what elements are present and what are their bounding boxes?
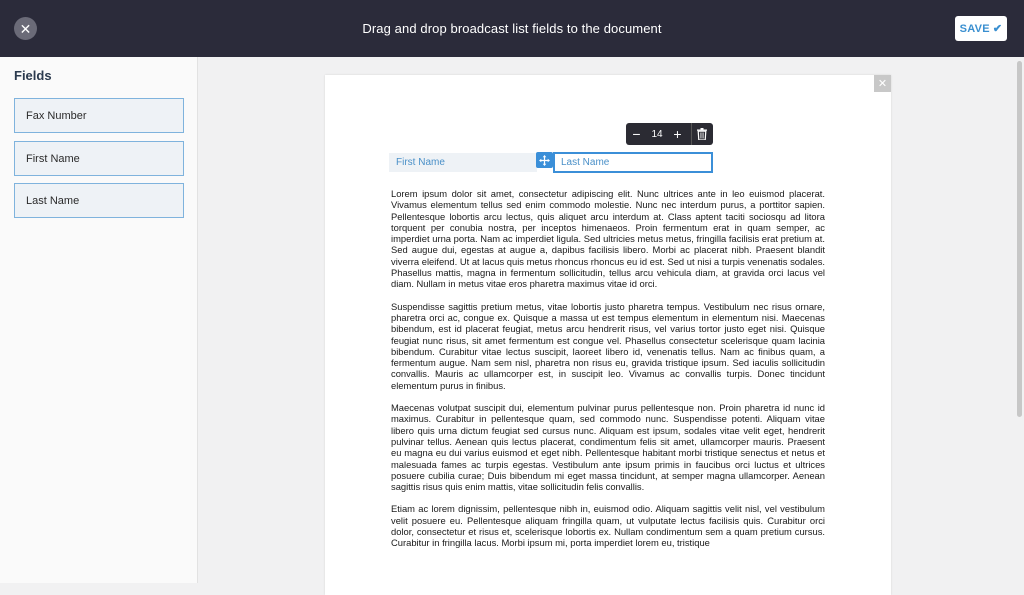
last-name-placeholder[interactable]: Last Name [553,152,713,173]
font-size-value: 14 [651,128,663,140]
checkmark-icon: ✔ [992,23,1003,35]
field-first-name[interactable]: First Name [14,141,184,176]
close-icon[interactable]: ✕ [14,17,37,40]
paragraph: Etiam ac lorem dignissim, pellentesque nibh in, euismod odio. Aliquam sagittis velit nisl, vel vestibulum velit posuere eu. Pellentesque aliquam fringilla quam, ut vulputate lectus facilisis quis. Curabitur orci dolor, consectetur et risus et, scelerisque lobortis ex. Nullam condimentum sem a quam pretium cursus. Curabitur in fringilla lacus. Morbi ipsum mi, porta imperdiet lorem eu, tristique [391,503,825,549]
fields-heading: Fields [14,68,52,83]
paragraph: Maecenas volutpat suscipit dui, elementum pulvinar purus pellentesque non. Proin pharetra id nunc id maximus. Curabitur in pellentesque quam, sed commodo nunc. Suspendisse potenti. Aliquam vitae libero quis urna dictum feugiat sed cursus nunc. Aliquam est ipsum, sodales vitae velit eget, hendrerit pulvinar tellus. Aenean quis lectus placerat, condimentum felis sit amet, ullamcorper mauris. Praesent eu magna eu dui varius euismod et eget nibh. Pellentesque habitant morbi tristique senectus et netus et malesuada fames ac turpis egestas. Vestibulum ante ipsum primis in faucibus orci luctus et ultrices posuere cubilia curae; Duis bibendum mi eget massa tincidunt, at semper magna ullamcorper. Aenean sagittis risus quis enim mattis, vitae sollicitudin felis convallis. [391,402,825,493]
move-icon[interactable] [536,152,553,168]
document-body [391,188,825,560]
paragraph: Suspendisse sagittis pretium metus, vitae lobortis justo pharetra tempus. Vestibulum nec risus ornare, pharetra orci ac, congue ex. Quisque a massa ut est tempus elementum in elementum nisi. Maecenas bibendum, est id placerat feugiat, metus arcu hendrerit risus, vel varius tortor justo eget nisi. Quisque feugiat nunc risus, sit amet fermentum est congue vel. Phasellus consectetur scelerisque quam lacinia bibendum. Curabitur vitae lectus suscipit, laoreet libero id, venenatis tellus. Nam ac finibus quam, a fermentum augue. Nam sem nisl, pharetra non risus eu, gravida tristique ipsum. Sed iaculis sollicitudin convallis. Mauris ac ullamcorper est, in suscipit leo. Vivamus ac convallis turpis. Donec tincidunt elementum purus in finibus. [391,300,825,391]
fields-sidebar [0,57,198,583]
paragraph: Lorem ipsum dolor sit amet, consectetur adipiscing elit. Nunc ultrices ante in leo euismod placerat. Vivamus elementum tellus sed enim commodo molestie. Nunc nec interdum purus, a porttitor sapien. Pellentesque lobortis arcu lectus, quis aliquet arcu interdum at. Class aptent taciti sociosqu ad litora torquent per conubia nostra, per inceptos himenaeos. Proin fermentum erat in quam semper, ac imperdiet urna porta. Nam ac imperdiet ligula. Sed ultricies metus metus, fringilla facilisis erat pretium at. Sed augue dui, egestas at augue a, dapibus facilisis libero. Morbi ac placerat nibh. Praesent blandit viverra eleifend. Ut at lacus quis metus rhoncus rhoncus eu id est. Sed ut nisi a turpis venenatis sodales. Phasellus mattis, magna in fermentum sollicitudin, tellus arcu vehicula diam, at gravida orci lacus vel diam. Nullam in metus vitae eros pharetra maximus vitae id orci. [391,188,825,290]
page-title: Drag and drop broadcast list fields to the document [362,21,662,36]
close-icon[interactable]: ✕ [874,75,891,92]
top-bar [0,0,1024,57]
scrollbar[interactable] [1017,61,1022,417]
document-workspace [198,57,1024,583]
trash-icon[interactable] [692,128,712,140]
minus-icon[interactable]: − [632,126,641,142]
plus-icon[interactable]: + [673,126,682,142]
document-page [325,75,891,595]
field-toolbar [626,123,713,145]
save-button[interactable] [955,16,1007,41]
save-label: SAVE [959,22,990,35]
field-fax-number[interactable]: Fax Number [14,98,184,133]
field-last-name[interactable]: Last Name [14,183,184,218]
first-name-placeholder[interactable]: First Name [389,153,537,172]
